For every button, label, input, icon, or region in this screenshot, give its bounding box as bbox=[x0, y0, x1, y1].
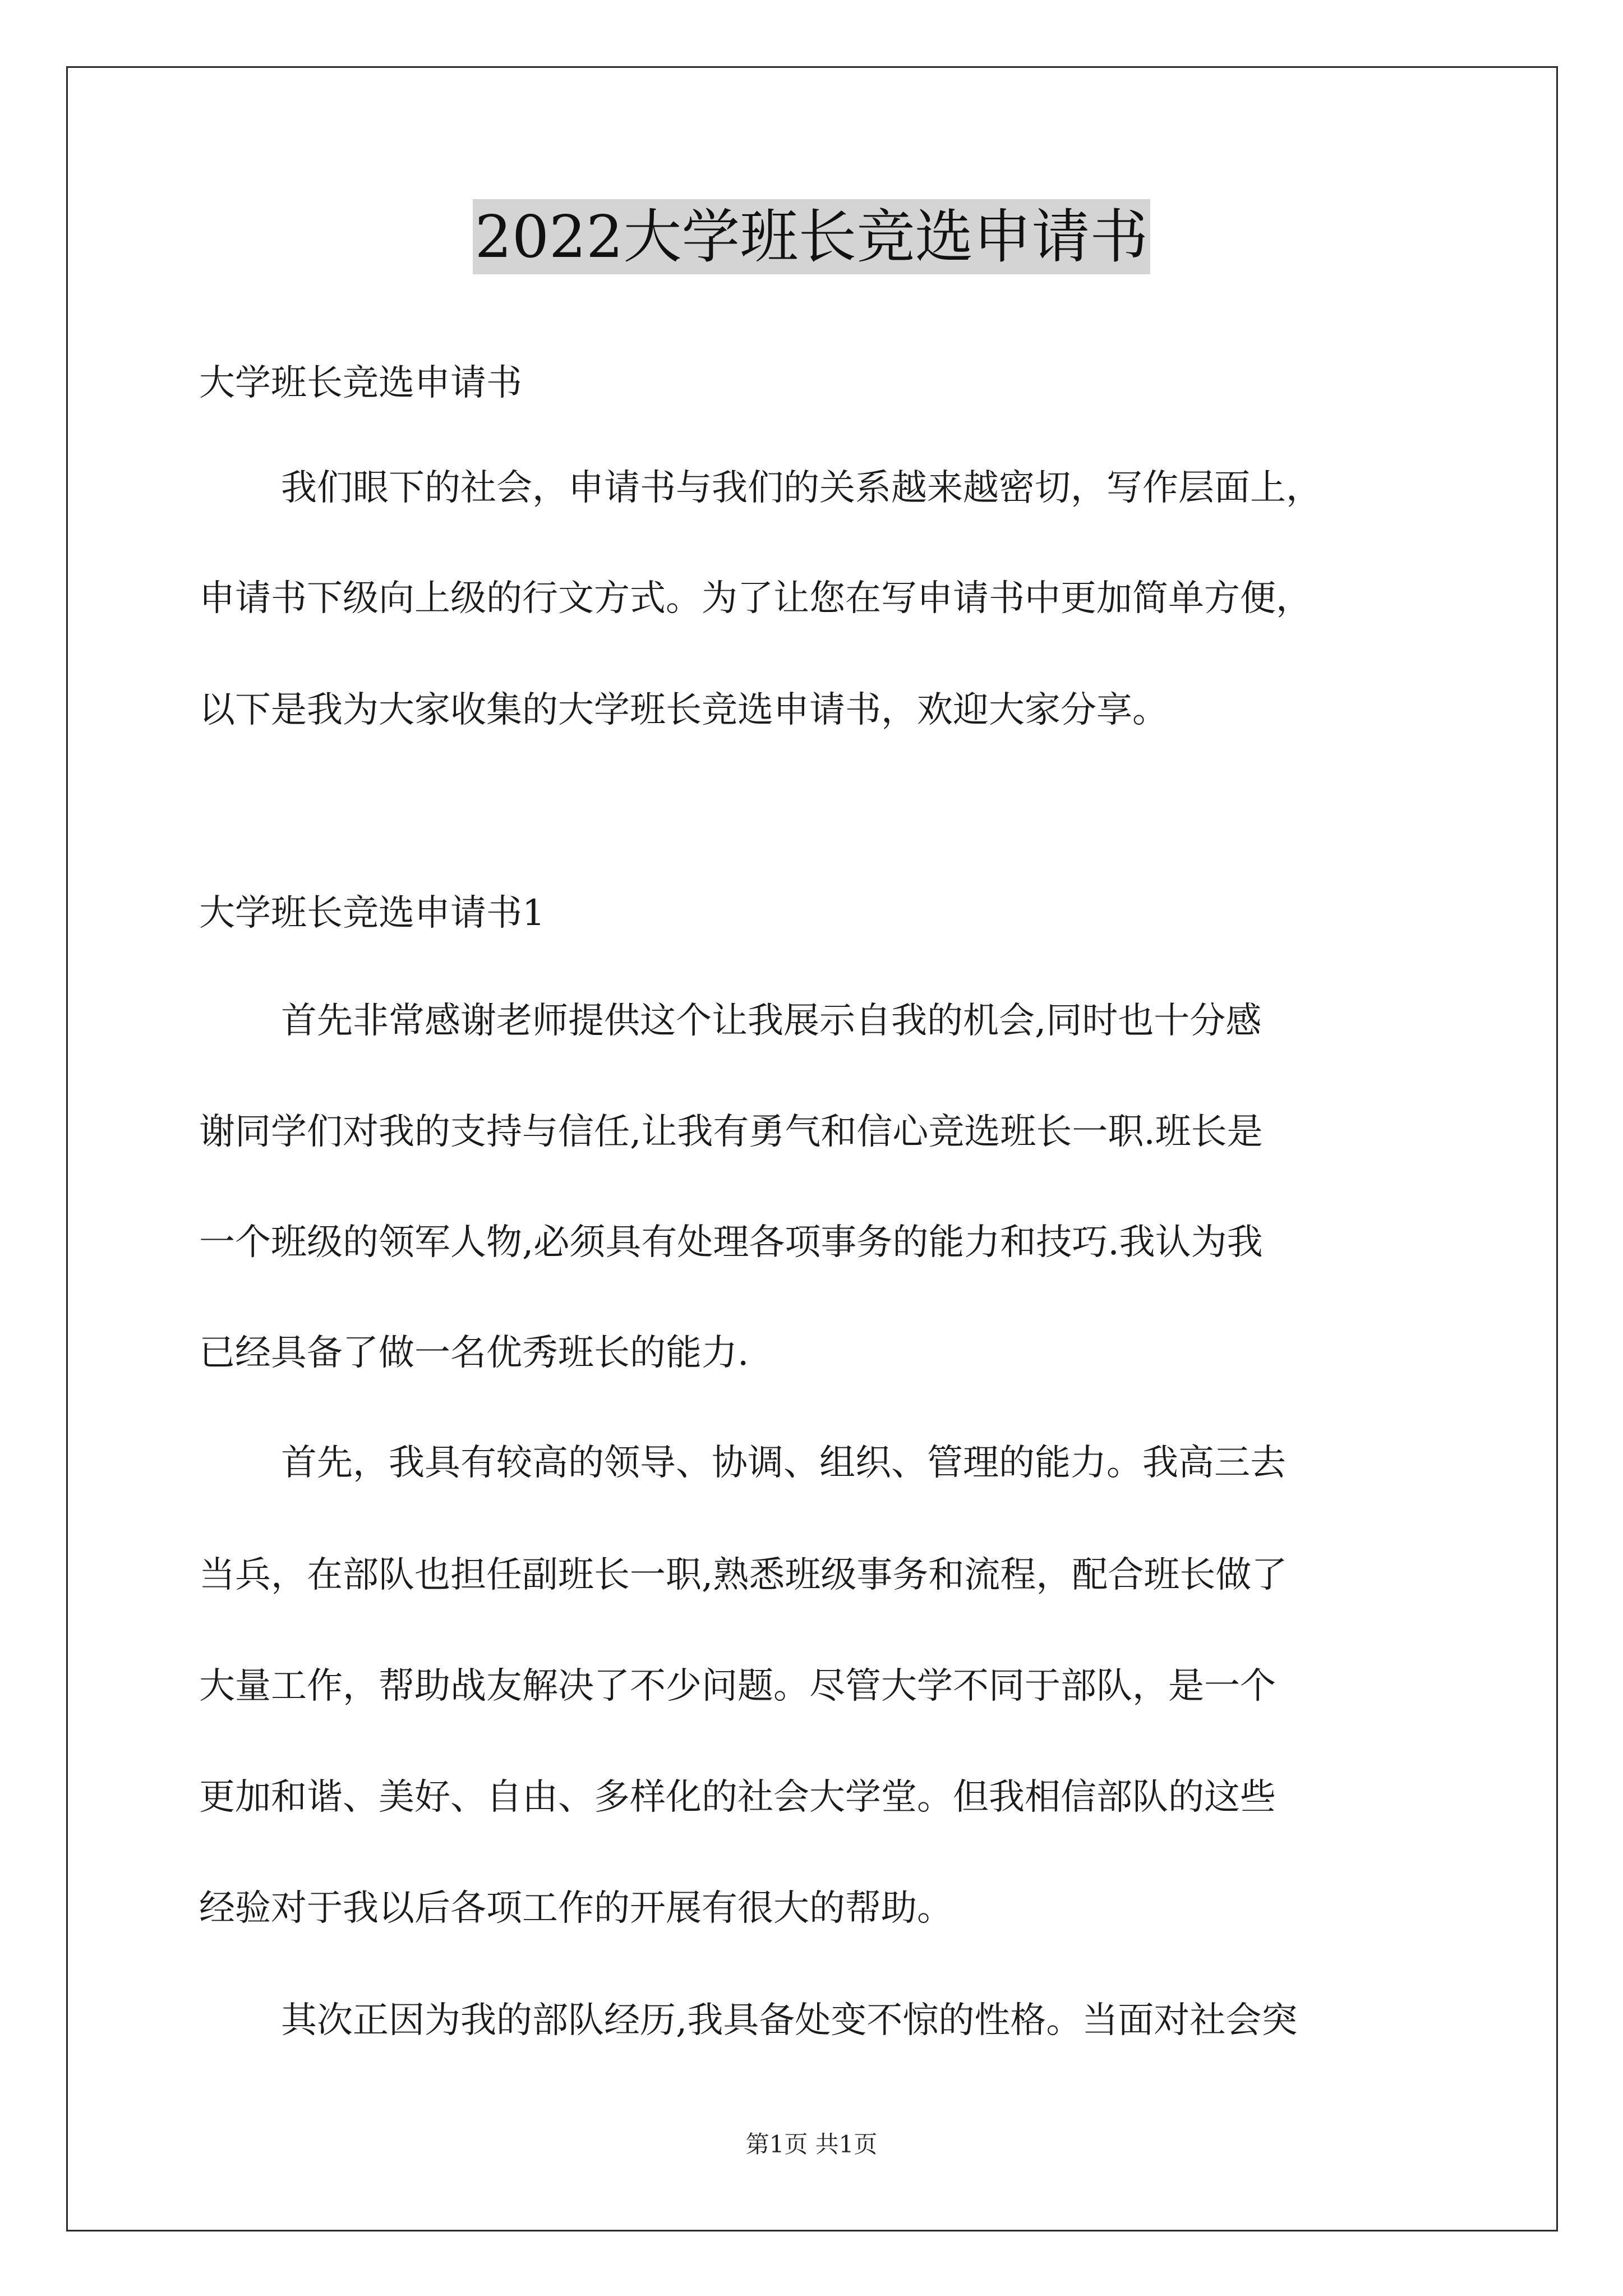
paragraph-line: 首先非常感谢老师提供这个让我展示自我的机会,同时也十分感 bbox=[281, 1000, 1262, 1042]
paragraph-line: 经验对于我以后各项工作的开展有很大的帮助。 bbox=[199, 1888, 953, 1929]
section-heading: 大学班长竞选申请书 bbox=[199, 362, 522, 404]
paragraph-line: 其次正因为我的部队经历,我具备处变不惊的性格。当面对社会突 bbox=[281, 2000, 1298, 2041]
paragraph-line: 我们眼下的社会，申请书与我们的关系越来越密切，写作层面上， bbox=[281, 467, 1322, 509]
document-title-text: 2022大学班长竞选申请书 bbox=[473, 199, 1151, 274]
page-number: 第1页 共1页 bbox=[745, 2131, 878, 2158]
paragraph-line: 已经具备了做一名优秀班长的能力. bbox=[199, 1332, 749, 1374]
paragraph-line: 首先，我具有较高的领导、协调、组织、管理的能力。我高三去 bbox=[281, 1442, 1286, 1484]
paragraph-line: 以下是我为大家收集的大学班长竞选申请书，欢迎大家分享。 bbox=[199, 689, 1168, 731]
document-title bbox=[0, 199, 1623, 274]
paragraph-line: 谢同学们对我的支持与信任,让我有勇气和信心竞选班长一职.班长是 bbox=[199, 1111, 1263, 1153]
paragraph-line: 更加和谐、美好、自由、多样化的社会大学堂。但我相信部队的这些 bbox=[199, 1777, 1276, 1818]
paragraph-line: 一个班级的领军人物,必须具有处理各项事务的能力和技巧.我认为我 bbox=[199, 1222, 1263, 1263]
paragraph-line: 大量工作，帮助战友解决了不少问题。尽管大学不同于部队，是一个 bbox=[199, 1665, 1276, 1707]
paragraph-line: 申请书下级向上级的行文方式。为了让您在写申请书中更加简单方便， bbox=[199, 578, 1312, 619]
paragraph-line: 当兵，在部队也担任副班长一职,熟悉班级事务和流程，配合班长做了 bbox=[199, 1554, 1288, 1596]
section-heading: 大学班长竞选申请书1 bbox=[199, 892, 545, 934]
